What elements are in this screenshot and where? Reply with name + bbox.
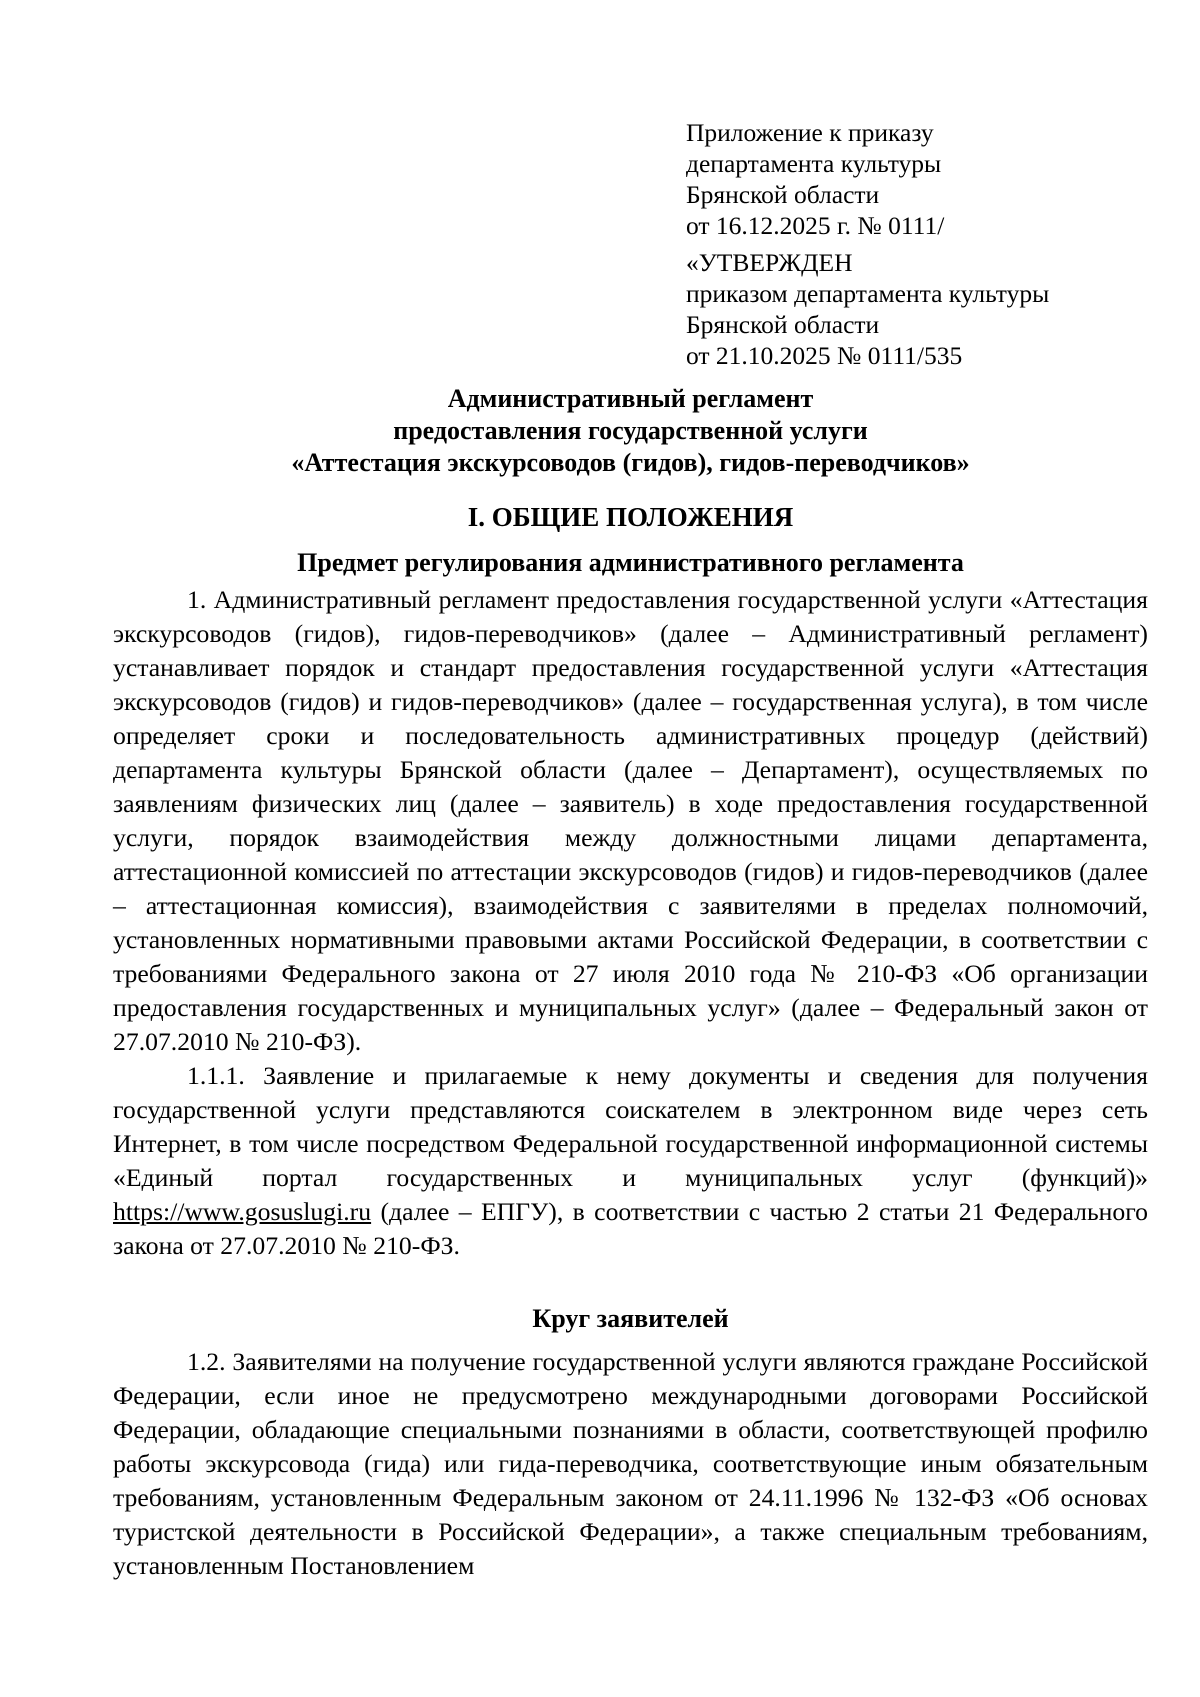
appendix-line-3: Брянской области bbox=[686, 180, 880, 209]
gosuslugi-link[interactable]: https://www.gosuslugi.ru bbox=[113, 1197, 372, 1226]
approved-line-4: от 21.10.2025 № 0111/535 bbox=[686, 341, 963, 370]
appendix-line-1: Приложение к приказу bbox=[686, 118, 934, 147]
appendix-line-4: от 16.12.2025 г. № 0111/ bbox=[686, 211, 945, 240]
document-title bbox=[113, 383, 1148, 479]
appendix-block bbox=[686, 117, 1156, 241]
paragraph-1-1-1 bbox=[113, 1059, 1148, 1263]
document-body bbox=[113, 383, 1148, 1583]
paragraph-1-1-1-text-a: 1.1.1. Заявление и прилагаемые к нему документы и сведения для получения государственной услуги представляются соискателем в электронном виде через сеть Интернет, в том числе посредством Федеральной государственной информационной системы «Единый портал государственных и муниципальных услуг (функций)» bbox=[113, 1061, 1148, 1192]
section-heading: I. ОБЩИЕ ПОЛОЖЕНИЯ bbox=[467, 502, 794, 532]
approved-block bbox=[686, 247, 1156, 371]
title-line-2: предоставления государственной услуги bbox=[393, 416, 868, 445]
approved-line-2: приказом департамента культуры bbox=[686, 279, 1050, 308]
appendix-line-2: департамента культуры bbox=[686, 149, 942, 178]
approved-line-3: Брянской области bbox=[686, 310, 880, 339]
paragraph-1-1-1-text-b: (далее – ЕПГУ), в соответствии с частью 2 статьи 21 Федерального закона от 27.07.2010 № 210-ФЗ. bbox=[113, 1197, 1148, 1260]
subject-subheading: Предмет регулирования административного регламента bbox=[297, 548, 964, 577]
paragraph-1-2: 1.2. Заявителями на получение государственной услуги являются граждане Российской Федерации, если иное не предусмотрено международными договорами Российской Федерации, обладающие специальными познаниями в области, соответствующей профилю работы экскурсовода (гида) или гида-переводчика, соответствующие иным обязательным требованиям, установленным Федеральным законом от 24.11.1996 № 132-ФЗ «Об основах туристской деятельности в Российской Федерации», а также специальным требованиям, установленным Постановлением bbox=[113, 1347, 1148, 1580]
applicants-subheading: Круг заявителей bbox=[532, 1304, 729, 1333]
approved-line-1: «УТВЕРЖДЕН bbox=[686, 248, 853, 277]
title-line-1: Административный регламент bbox=[447, 384, 814, 413]
paragraph-1: 1. Административный регламент предоставления государственной услуги «Аттестация экскурсоводов (гидов), гидов-переводчиков» (далее – Административный регламент) устанавливает порядок и стандарт предоставления государственной услуги «Аттестация экскурсоводов (гидов) и гидов-переводчиков» (далее – государственная услуга), в том числе определяет сроки и последовательность административных процедур (действий) департамента культуры Брянской области (далее – Департамент), осуществляемых по заявлениям физических лиц (далее – заявитель) в ходе предоставления государственной услуги, порядок взаимодействия между должностными лицами департамента, аттестационной комиссией по аттестации экскурсоводов (гидов) и гидов-переводчиков (далее – аттестационная комиссия), взаимодействия с заявителями в пределах полномочий, установленных нормативными правовыми актами Российской Федерации, в соответствии с требованиями Федерального закона от 27 июля 2010 года № 210-ФЗ «Об организации предоставления государственных и муниципальных услуг» (далее – Федеральный закон от 27.07.2010 № 210-ФЗ). bbox=[113, 585, 1148, 1056]
title-line-3: «Аттестация экскурсоводов (гидов), гидов-переводчиков» bbox=[291, 448, 970, 477]
